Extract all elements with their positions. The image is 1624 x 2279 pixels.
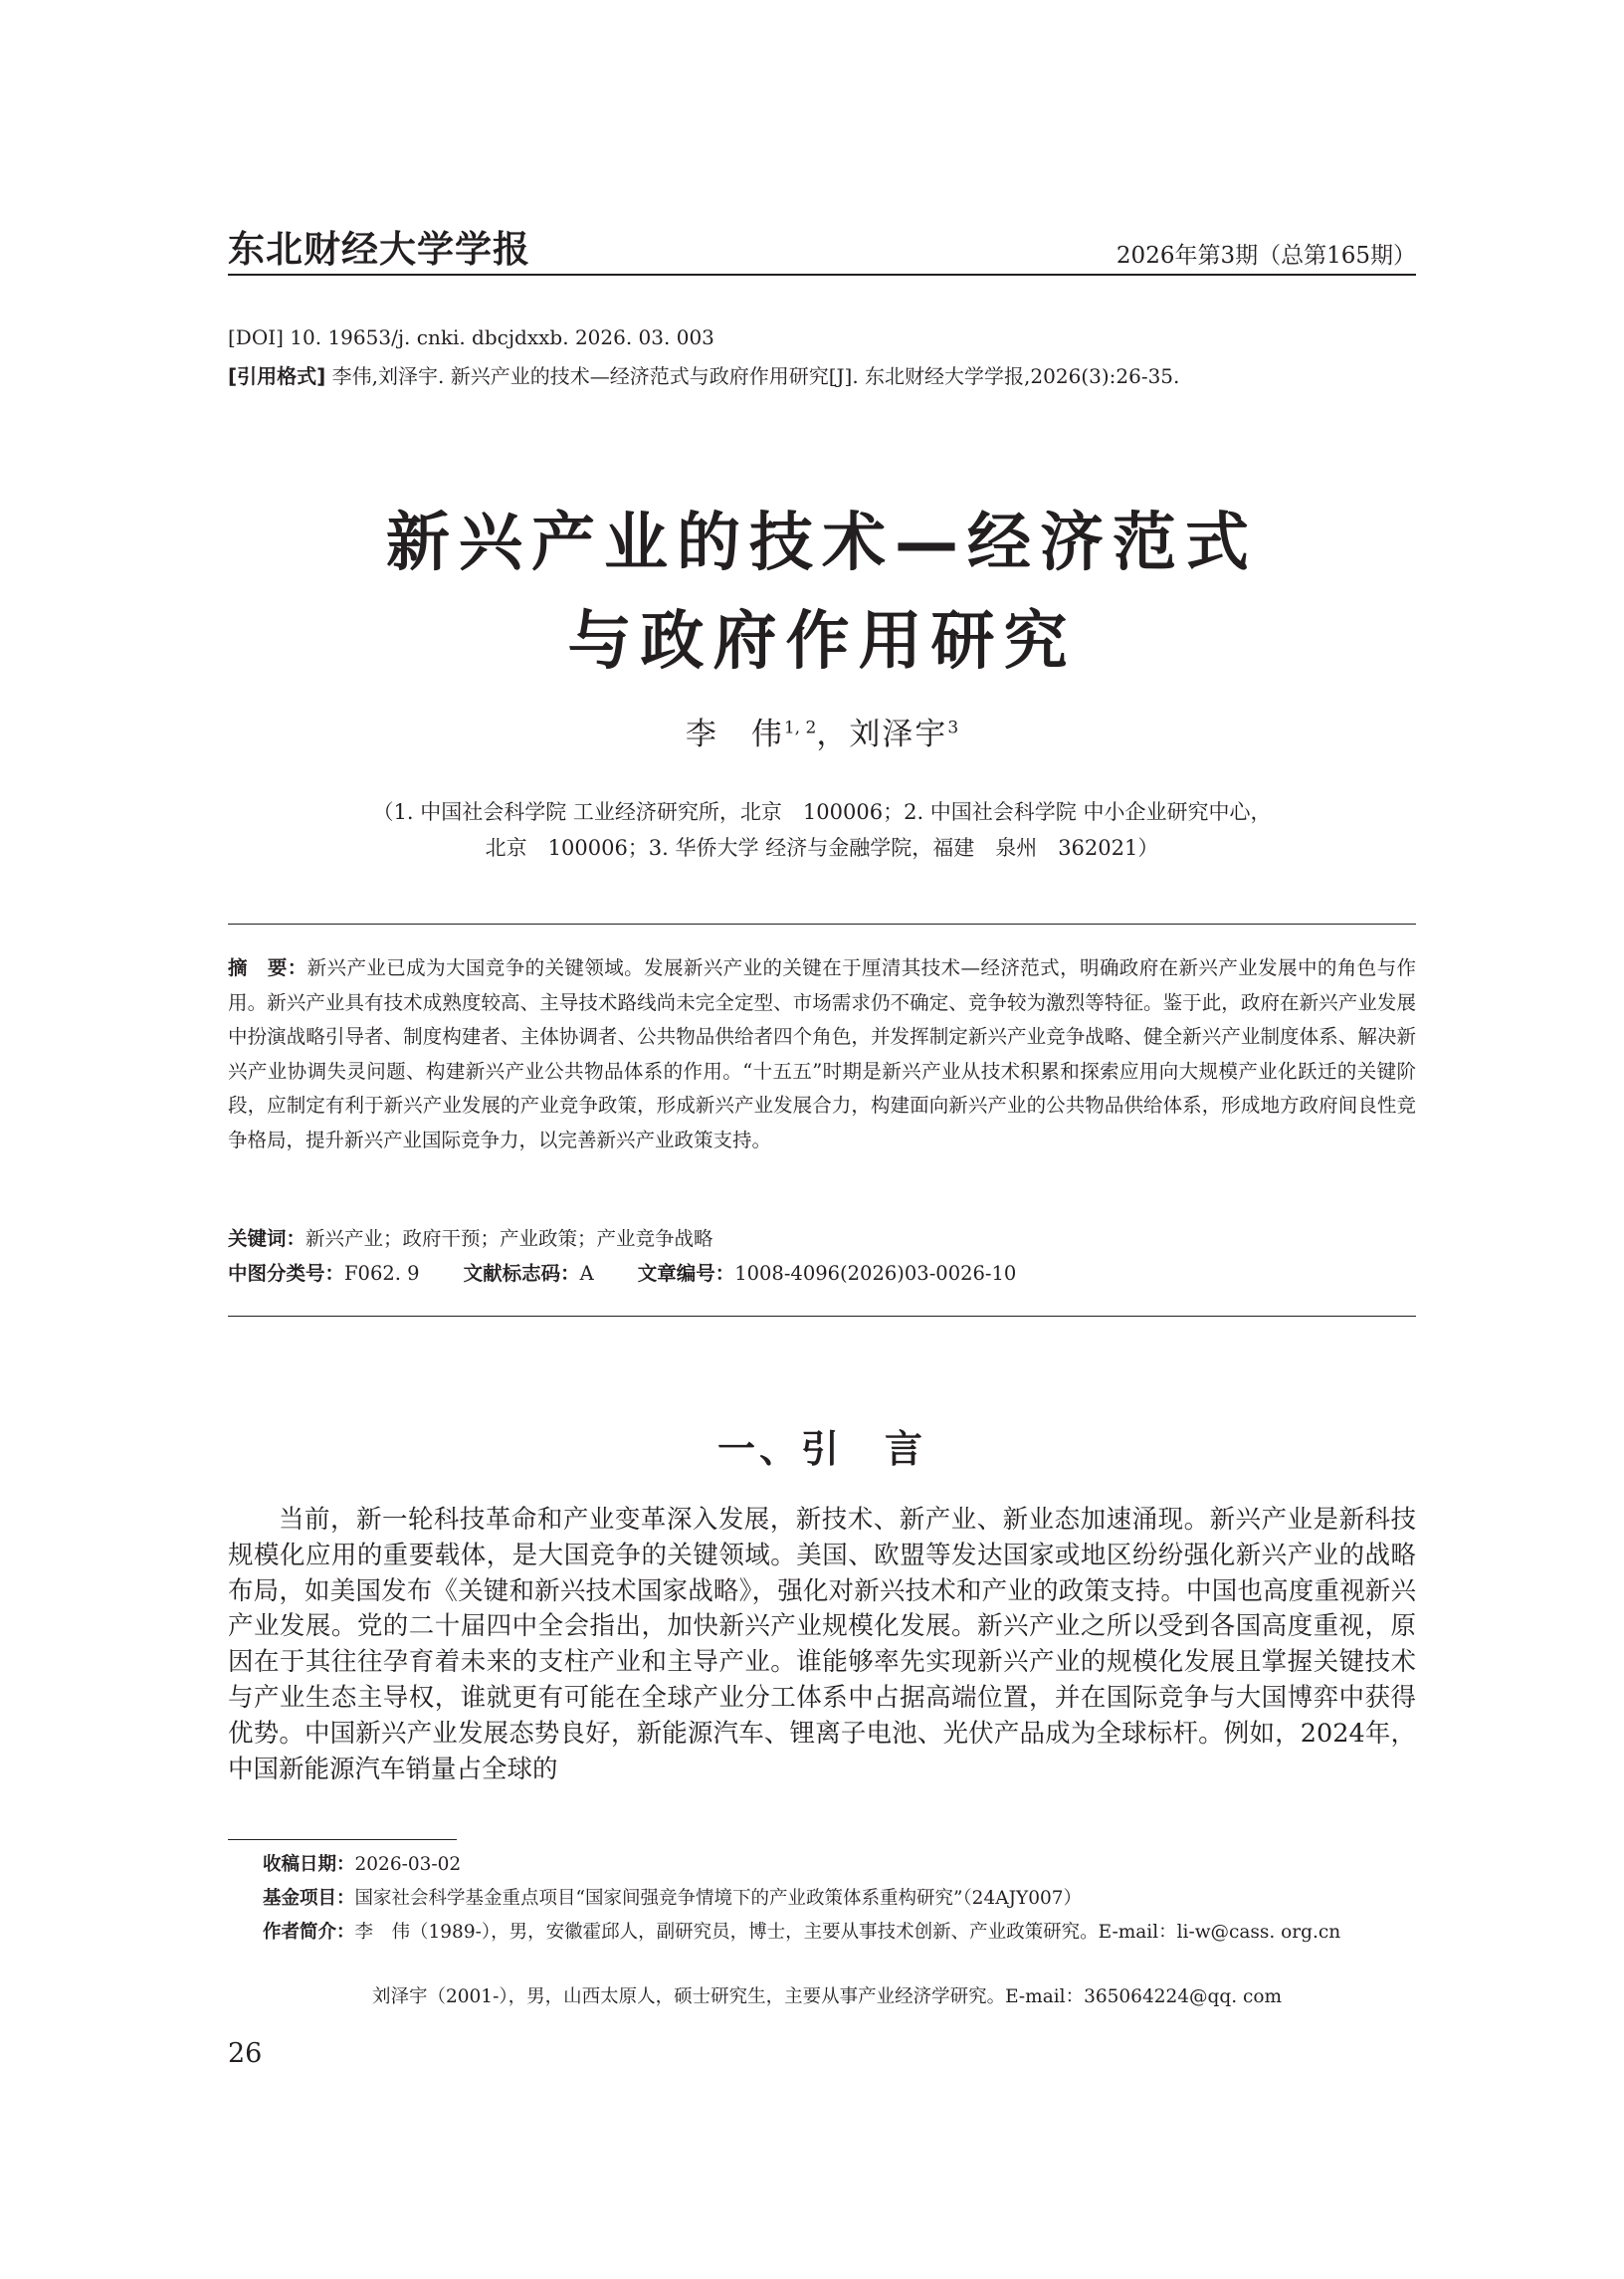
bio-label: 作者简介： bbox=[263, 1922, 355, 1943]
author-2-name: 刘泽宇 bbox=[849, 717, 948, 752]
doc-code-label: 文献标志码： bbox=[463, 1262, 580, 1285]
author-list bbox=[228, 709, 1416, 753]
footnote-fund bbox=[263, 1885, 1416, 1913]
classification-line bbox=[228, 1258, 1016, 1286]
footnote-received bbox=[263, 1851, 1416, 1879]
paper-title-line-2: 与政府作用研究 bbox=[567, 605, 1077, 679]
journal-logo: 东北财经大学学报 bbox=[228, 227, 530, 271]
body-paragraph: 当前，新一轮科技革命和产业变革深入发展，新技术、新产业、新业态加速涌现。新兴产业是新科技规模化应用的重要载体，是大国竞争的关键领域。美国、欧盟等发达国家或地区纷纷强化新兴产业的战略布局，如美国发布《关键和新兴技术国家战略》，强化对新兴技术和产业的政策支持。中国也高度重视新兴产业发展。党的二十届四中全会指出，加快新兴产业规模化发展。新兴产业之所以受到各国高度重视，原因在于其往往孕育着未来的支柱产业和主导产业。谁能够率先实现新兴产业的规模化发展且掌握关键技术与产业生态主导权，谁就更有可能在全球产业分工体系中占据高端位置，并在国际竞争与大国博弈中获得优势。中国新兴产业发展态势良好，新能源汽车、锂离子电池、光伏产品成为全球标杆。例如，2024年，中国新能源汽车销量占全球的 bbox=[228, 1505, 1416, 1784]
body-text bbox=[228, 1503, 1416, 1787]
keywords-text: 新兴产业；政府干预；产业政策；产业竞争战略 bbox=[305, 1227, 713, 1250]
citation-tag: [引用格式] bbox=[228, 364, 326, 388]
abstract-label: 摘 要： bbox=[228, 956, 307, 979]
doi-tag: [DOI] bbox=[228, 325, 284, 349]
fund-text: 国家社会科学基金重点项目“国家间强竞争情境下的产业政策体系重构研究”（24AJY007） bbox=[354, 1888, 1083, 1909]
doi-line bbox=[228, 325, 714, 349]
abstract-top-rule bbox=[228, 924, 1416, 925]
keywords-label: 关键词： bbox=[228, 1227, 306, 1250]
author-1-affil-sup: 1, 2 bbox=[783, 718, 817, 738]
section-heading: 一、引 言 bbox=[716, 1427, 926, 1471]
abstract-text: 新兴产业已成为大国竞争的关键领域。发展新兴产业的关键在于厘清其技术—经济范式，明确政府在新兴产业发展中的角色与作用。新兴产业具有技术成熟度较高、主导技术路线尚未完全定型、市场需求仍不确定、竞争较为激烈等特征。鉴于此，政府在新兴产业发展中扮演战略引导者、制度构建者、主体协调者、公共物品供给者四个角色，并发挥制定新兴产业竞争战略、健全新兴产业制度体系、解决新兴产业协调失灵问题、构建新兴产业公共物品体系的作用。“十五五”时期是新兴产业从技术积累和探索应用向大规模产业化跃迁的关键阶段，应制定有利于新兴产业发展的产业竞争政策，形成新兴产业发展合力，构建面向新兴产业的公共物品供给体系，形成地方政府间良性竞争格局，提升新兴产业国际竞争力，以完善新兴产业政策支持。 bbox=[228, 956, 1416, 1151]
bio-author-1: 李 伟（1989-），男，安徽霍邱人，副研究员，博士，主要从事技术创新、产业政策研究。E-mail：li-w@cass. org.cn bbox=[354, 1922, 1341, 1943]
footnote-rule bbox=[228, 1839, 457, 1840]
affiliation-line-2: 北京 100006；3. 华侨大学 经济与金融学院，福建 泉州 362021） bbox=[485, 836, 1159, 860]
received-date: 2026-03-02 bbox=[354, 1854, 462, 1875]
citation-line bbox=[228, 360, 1179, 389]
paper-title-line-1: 新兴产业的技术—经济范式 bbox=[386, 507, 1258, 580]
author-2-affil-sup: 3 bbox=[947, 718, 959, 738]
doi-value[interactable]: 10. 19653/j. cnki. dbcjdxxb. 2026. 03. 003 bbox=[290, 325, 714, 349]
abstract-bottom-rule bbox=[228, 1316, 1416, 1317]
doc-code-value: A bbox=[579, 1262, 594, 1285]
keywords-line bbox=[228, 1223, 713, 1251]
page-number: 26 bbox=[228, 2038, 263, 2069]
header-rule bbox=[228, 274, 1416, 276]
fund-label: 基金项目： bbox=[263, 1888, 355, 1909]
footnote-author-bio-2: 刘泽宇（2001-），男，山西太原人，硕士研究生，主要从事产业经济学研究。E-mail：365064224@qq. com bbox=[372, 1986, 1283, 2007]
article-number-label: 文章编号： bbox=[637, 1262, 735, 1285]
clc-value: F062. 9 bbox=[344, 1262, 420, 1285]
author-separator: ， bbox=[816, 717, 850, 752]
article-number-value: 1008-4096(2026)03-0026-10 bbox=[734, 1262, 1017, 1285]
clc-label: 中图分类号： bbox=[228, 1262, 345, 1285]
issue-info: 2026年第3期（总第165期） bbox=[1116, 243, 1416, 269]
citation-text: 李伟,刘泽宇. 新兴产业的技术—经济范式与政府作用研究[J]. 东北财经大学学报,2026(3):26-35. bbox=[331, 364, 1180, 388]
affiliation-line-1: （1. 中国社会科学院 工业经济研究所，北京 100006；2. 中国社会科学院 中小企业研究中心， bbox=[372, 800, 1272, 824]
received-label: 收稿日期： bbox=[263, 1854, 355, 1875]
footnote-author-bio bbox=[263, 1919, 1416, 1947]
author-1-name: 李 伟 bbox=[685, 717, 784, 752]
abstract bbox=[228, 951, 1416, 1157]
